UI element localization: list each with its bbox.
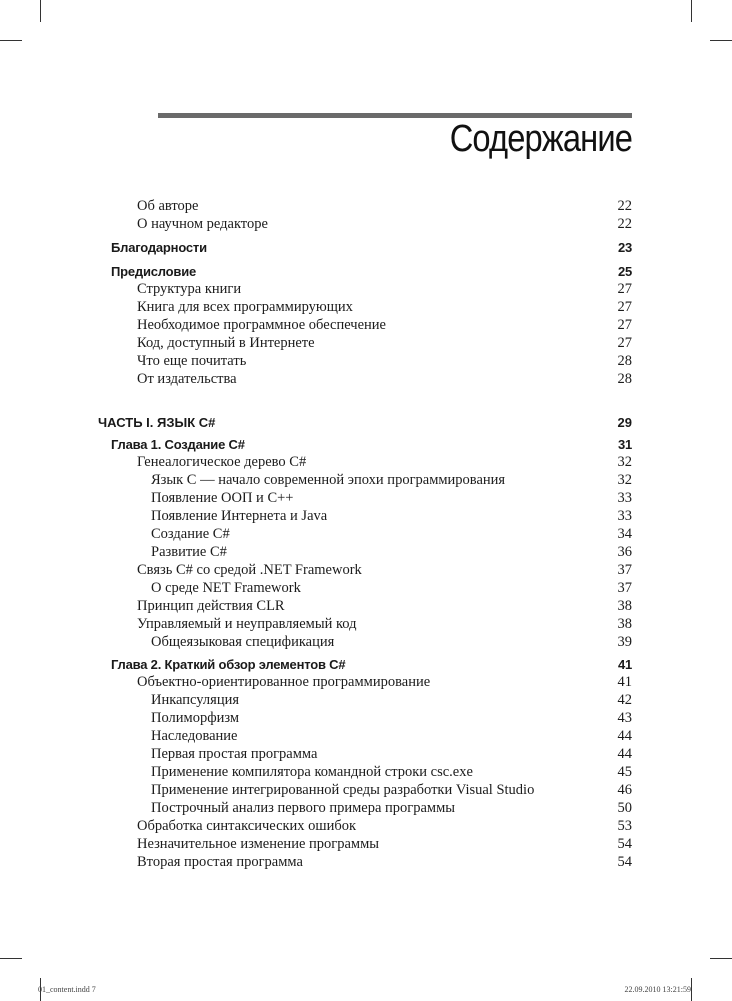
toc-entry-title: Появление ООП и C++: [151, 490, 294, 506]
toc-subentry: [0, 507, 732, 525]
toc-heading: [0, 262, 732, 280]
toc-entry: [0, 298, 732, 316]
toc-entry: [0, 673, 732, 691]
toc-entry: [0, 853, 732, 871]
toc-entry: [0, 597, 732, 615]
toc-entry-page: 28: [617, 353, 632, 369]
toc-chapter-heading: [0, 435, 732, 453]
toc-entry-page: 41: [617, 657, 632, 672]
toc-entry-page: 54: [617, 836, 632, 852]
toc-entry-title: Инкапсуляция: [151, 692, 240, 708]
toc-entry-title: Принцип действия CLR: [137, 598, 285, 614]
toc-entry-page: 37: [617, 580, 632, 596]
toc-entry: [0, 280, 732, 298]
toc-entry-title: Что еще почитать: [137, 353, 247, 369]
toc-entry: [0, 370, 732, 388]
toc-entry-page: 31: [617, 437, 632, 452]
toc-entry-page: 43: [617, 710, 632, 726]
toc-entry-page: 33: [617, 508, 632, 524]
footer-file-name: 01_content.indd 7: [38, 985, 96, 994]
toc-entry-page: 37: [617, 562, 632, 578]
toc-subentry: [0, 727, 732, 745]
toc-subentry: [0, 543, 732, 561]
toc-entry-title: Вторая простая программа: [137, 854, 303, 870]
toc-subentry: [0, 799, 732, 817]
toc-entry-page: 36: [617, 544, 632, 560]
crop-mark: [710, 958, 732, 959]
toc-entry-page: 39: [617, 634, 632, 650]
toc-entry-page: 28: [617, 371, 632, 387]
toc-entry-title: О научном редакторе: [137, 216, 268, 232]
toc-entry-title: Код, доступный в Интернете: [137, 335, 315, 351]
toc-entry-page: 53: [617, 818, 632, 834]
toc-entry-title: Появление Интернета и Java: [151, 508, 328, 524]
toc-entry-page: 33: [617, 490, 632, 506]
footer-timestamp: 22.09.2010 13:21:59: [624, 985, 691, 994]
toc-entry-page: 23: [617, 240, 632, 255]
toc-entry-title: Построчный анализ первого примера программы: [151, 800, 456, 816]
toc-entry-page: 32: [617, 472, 632, 488]
toc-entry-page: 22: [617, 216, 632, 232]
toc-entry-title: Необходимое программное обеспечение: [137, 317, 386, 333]
toc-entry-title: Предисловие: [111, 264, 197, 279]
toc-entry-title: Обработка синтаксических ошибок: [137, 818, 357, 834]
toc-entry: [0, 835, 732, 853]
toc-entry-page: 54: [617, 854, 632, 870]
crop-mark: [0, 40, 22, 41]
toc-heading: [0, 238, 732, 256]
toc-entry-title: Объектно-ориентированное программирование: [137, 674, 431, 690]
toc-entry-page: 44: [617, 746, 632, 762]
toc-entry-page: 29: [617, 415, 632, 430]
toc-entry: [0, 352, 732, 370]
toc-entry: [0, 817, 732, 835]
toc-entry: [0, 561, 732, 579]
page-title: Содержание: [449, 118, 632, 160]
crop-mark: [40, 0, 41, 22]
toc-subentry: [0, 579, 732, 597]
toc-entry-page: 25: [617, 264, 632, 279]
toc-entry-page: 42: [617, 692, 632, 708]
toc-entry-page: 27: [617, 281, 632, 297]
toc-entry-page: 38: [617, 616, 632, 632]
toc-chapter-heading: [0, 655, 732, 673]
toc-entry-title: Структура книги: [137, 281, 242, 297]
toc-entry-page: 27: [617, 299, 632, 315]
toc-entry-title: Полиморфизм: [151, 710, 240, 726]
toc-entry-title: Язык С — начало современной эпохи программирования: [151, 472, 506, 488]
toc-entry-title: Благодарности: [111, 240, 207, 255]
toc-entry-page: 32: [617, 454, 632, 470]
toc-entry-title: Глава 2. Краткий обзор элементов C#: [111, 657, 346, 672]
toc-entry-page: 38: [617, 598, 632, 614]
toc-entry: [0, 197, 732, 215]
toc-entry-page: 34: [617, 526, 632, 542]
toc-entry-title: Незначительное изменение программы: [137, 836, 380, 852]
toc-entry-title: Развитие C#: [151, 544, 227, 560]
toc-entry: [0, 453, 732, 471]
toc-entry-page: 27: [617, 335, 632, 351]
crop-mark: [691, 978, 692, 1001]
toc-entry: [0, 334, 732, 352]
toc-entry-title: Применение компилятора командной строки csc.exe: [151, 764, 473, 780]
toc-entry-title: Общеязыковая спецификация: [151, 634, 335, 650]
toc-subentry: [0, 691, 732, 709]
toc-entry-title: Наследование: [151, 728, 238, 744]
toc-entry-title: Создание C#: [151, 526, 230, 542]
toc-subentry: [0, 709, 732, 727]
crop-mark: [0, 958, 22, 959]
toc-subentry: [0, 633, 732, 651]
toc-entry-title: Первая простая программа: [151, 746, 318, 762]
toc-subentry: [0, 781, 732, 799]
toc-entry-title: Применение интегрированной среды разработки Visual Studio: [151, 782, 535, 798]
toc-subentry: [0, 763, 732, 781]
toc-entry: [0, 215, 732, 233]
toc-part-heading: [0, 413, 732, 431]
toc-entry: [0, 615, 732, 633]
toc-entry-page: 22: [617, 198, 632, 214]
toc-entry-page: 27: [617, 317, 632, 333]
toc-entry-title: Связь C# со средой .NET Framework: [137, 562, 362, 578]
toc-entry: [0, 316, 732, 334]
toc-entry-title: Генеалогическое дерево C#: [137, 454, 307, 470]
toc-entry-title: Книга для всех программирующих: [137, 299, 353, 315]
toc-entry-title: ЧАСТЬ I. ЯЗЫК C#: [98, 415, 216, 430]
toc-entry-title: Об авторе: [137, 198, 199, 214]
toc-entry-title: От издательства: [137, 371, 237, 387]
toc-entry-title: Управляемый и неуправляемый код: [137, 616, 357, 632]
toc-entry-page: 44: [617, 728, 632, 744]
toc-entry-page: 50: [617, 800, 632, 816]
toc-subentry: [0, 471, 732, 489]
table-of-contents: [0, 197, 732, 871]
toc-entry-page: 46: [617, 782, 632, 798]
toc-entry-page: 45: [617, 764, 632, 780]
toc-subentry: [0, 489, 732, 507]
toc-subentry: [0, 745, 732, 763]
toc-entry-title: О среде NET Framework: [151, 580, 301, 596]
crop-mark: [691, 0, 692, 22]
toc-entry-page: 41: [617, 674, 632, 690]
crop-mark: [710, 40, 732, 41]
toc-subentry: [0, 525, 732, 543]
toc-entry-title: Глава 1. Создание C#: [111, 437, 245, 452]
